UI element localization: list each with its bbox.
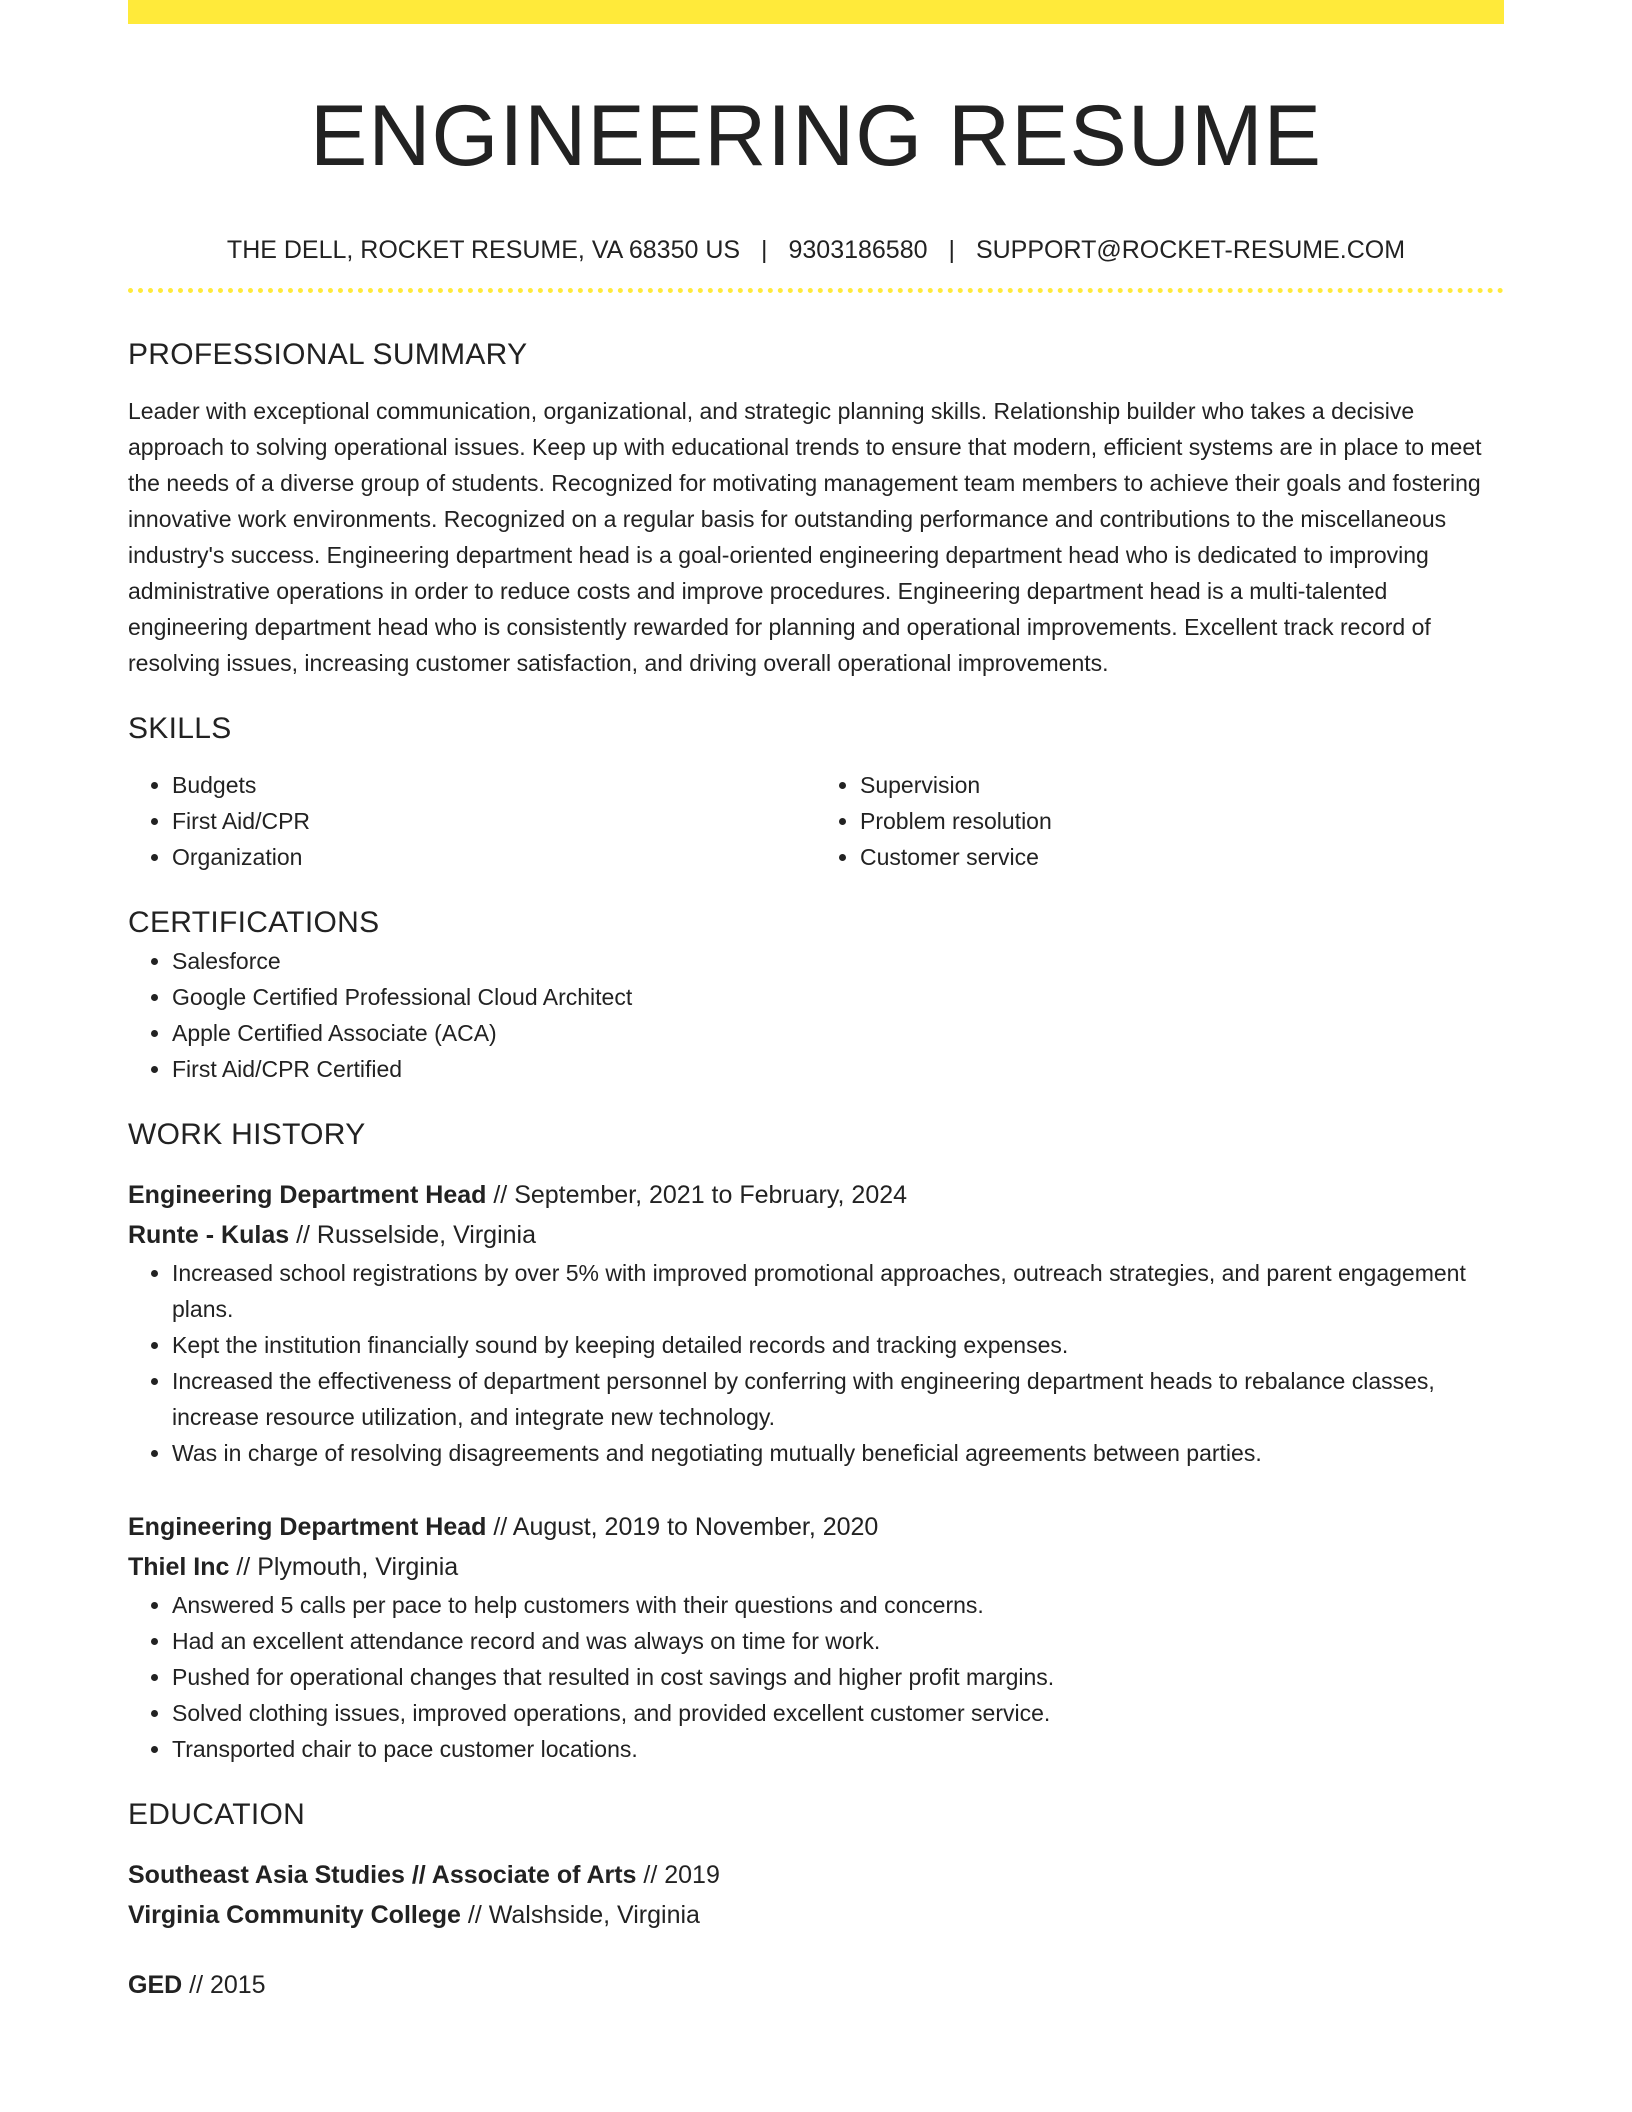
certification-item: • Google Certified Professional Cloud Architect — [172, 979, 1504, 1015]
job-role-line — [128, 1507, 1504, 1547]
job-bullet: • Was in charge of resolving disagreements and negotiating mutually beneficial agreements between parties. — [172, 1435, 1504, 1471]
skill-item: • Budgets — [172, 767, 816, 803]
job-bullet: • Transported chair to pace customer locations. — [172, 1731, 1504, 1767]
contact-address: THE DELL, ROCKET RESUME, VA 68350 US — [226, 236, 741, 264]
job-location: // Russelside, Virginia — [289, 1221, 536, 1249]
education-year: // 2019 — [636, 1861, 720, 1889]
work-history-heading: WORK HISTORY — [128, 1118, 366, 1151]
education-year: // 2015 — [182, 1971, 266, 1999]
skills-column-right — [816, 767, 1504, 875]
skills-heading: SKILLS — [128, 712, 232, 745]
education-school-line — [128, 1895, 1504, 1935]
certifications-list — [128, 943, 1504, 1087]
top-accent-bar — [128, 0, 1504, 24]
education-degree: GED — [128, 1971, 183, 1999]
skill-item: • Supervision — [860, 767, 1504, 803]
certification-item: • Salesforce — [172, 943, 1504, 979]
job-company: Thiel Inc — [128, 1553, 230, 1581]
contact-phone: 9303186580 — [788, 236, 928, 264]
job-bullet: • Answered 5 calls per pace to help customers with their questions and concerns. — [172, 1587, 1504, 1623]
skill-item: • Organization — [172, 839, 816, 875]
job-bullet: • Solved clothing issues, improved operations, and provided excellent customer service. — [172, 1695, 1504, 1731]
contact-line — [128, 234, 1504, 266]
job-entry — [128, 1175, 1504, 1471]
contact-separator: | — [948, 236, 955, 264]
job-bullet: • Had an excellent attendance record and was always on time for work. — [172, 1623, 1504, 1659]
skills-column-left — [128, 767, 816, 875]
education-school: Virginia Community College — [128, 1901, 461, 1929]
education-heading: EDUCATION — [128, 1798, 306, 1831]
job-role-line — [128, 1175, 1504, 1215]
certifications-heading: CERTIFICATIONS — [128, 906, 380, 939]
job-role: Engineering Department Head — [128, 1181, 487, 1209]
certification-item: • Apple Certified Associate (ACA) — [172, 1015, 1504, 1051]
contact-separator: | — [761, 236, 768, 264]
job-bullets — [128, 1587, 1504, 1767]
skill-item: • Customer service — [860, 839, 1504, 875]
skill-item: • Problem resolution — [860, 803, 1504, 839]
education-entry — [128, 1965, 1504, 2005]
summary-heading: PROFESSIONAL SUMMARY — [128, 338, 528, 371]
education-entry — [128, 1855, 1504, 1935]
job-bullet: • Pushed for operational changes that resulted in cost savings and higher profit margins. — [172, 1659, 1504, 1695]
resume-title: ENGINEERING RESUME — [310, 88, 1322, 184]
certification-item: • First Aid/CPR Certified — [172, 1051, 1504, 1087]
job-bullet: • Increased school registrations by over 5% with improved promotional approaches, outreach strategies, and parent engagement plans. — [172, 1255, 1504, 1327]
skill-item: • First Aid/CPR — [172, 803, 816, 839]
job-company-line — [128, 1215, 1504, 1255]
header-divider — [128, 288, 1504, 293]
education-location: // Walshside, Virginia — [460, 1901, 700, 1929]
job-dates: // August, 2019 to November, 2020 — [486, 1513, 879, 1541]
job-bullet: • Increased the effectiveness of department personnel by conferring with engineering department heads to rebalance classes, increase resource utilization, and integrate new technology. — [172, 1363, 1504, 1435]
job-location: // Plymouth, Virginia — [229, 1553, 459, 1581]
job-company-line — [128, 1547, 1504, 1587]
job-role: Engineering Department Head — [128, 1513, 487, 1541]
job-entry — [128, 1507, 1504, 1767]
resume-page — [128, 0, 1504, 2005]
job-company: Runte - Kulas — [128, 1221, 290, 1249]
education-degree-line — [128, 1855, 1504, 1895]
summary-text: Leader with exceptional communication, organizational, and strategic planning skills. Relationship builder who takes a decisive approach to solving operational issues. Keep up with educational trends to ensure that modern, efficient systems are in place to meet the needs of a diverse group of students. Recognized for motivating management team members to achieve their goals and fostering innovative work environments. Recognized on a regular basis for outstanding performance and contributions to the miscellaneous industry's success. Engineering department head is a goal-oriented engineering department head who is dedicated to improving administrative operations in order to reduce costs and improve procedures. Engineering department head is a multi-talented engineering department head who is consistently rewarded for planning and operational improvements. Excellent track record of resolving issues, increasing customer satisfaction, and driving overall operational improvements. — [128, 398, 1482, 676]
job-bullets — [128, 1255, 1504, 1471]
contact-email: SUPPORT@ROCKET-RESUME.COM — [975, 236, 1406, 264]
education-degree: Southeast Asia Studies // Associate of Arts — [128, 1861, 637, 1889]
job-bullet: • Kept the institution financially sound by keeping detailed records and tracking expenses. — [172, 1327, 1504, 1363]
education-degree-line — [128, 1965, 1504, 2005]
job-dates: // September, 2021 to February, 2024 — [486, 1181, 908, 1209]
skills-grid — [128, 767, 1504, 875]
